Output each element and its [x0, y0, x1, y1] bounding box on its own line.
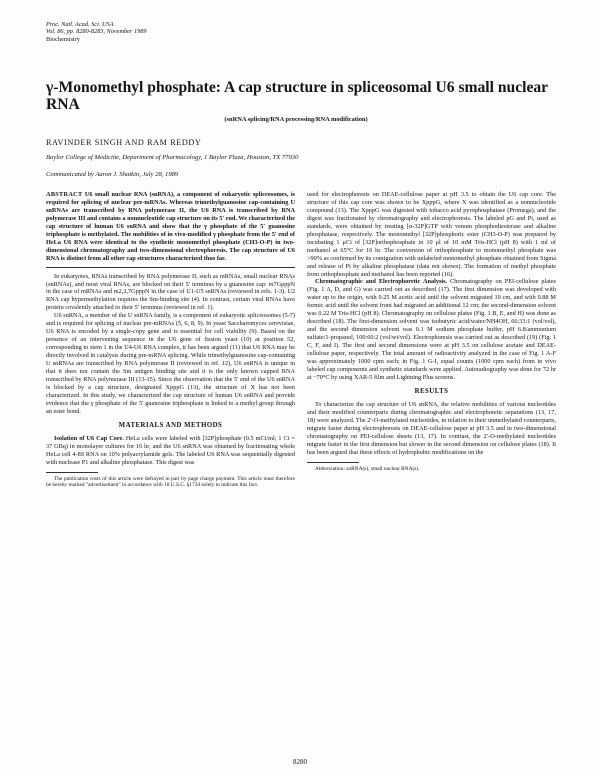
- results-heading: RESULTS: [414, 387, 449, 395]
- results-paragraph: To characterize the cap structure of U6 snRNA, the relative mobilities of various nucleotides and their modified counterparts during chromatographic and electrophoretic separations (13, 17, 18) were analyzed. The 2′-O-methylated nucleotides, in relation to their unmethylated counterparts, migrate faster during electrophoresis on DEAE-cellulose paper at pH 3.5 and in two-dimensional chromatography on PEI-cellulose sheets (13, 17). In contrast, the 2′-O-methylated nucleotides migrate faster in the first dimension but slower in the second dimension on cellulose plates (18). It has been argued that these effects of hydrophobic modifications on the: [307, 400, 556, 456]
- footnote-divider: [46, 472, 98, 473]
- page-number: 8280: [293, 758, 307, 766]
- methods-continued-paragraph: used for electrophoresis on DEAE-cellulose paper at pH 3.5 to obtain the U6 cap core. The structure of this cap core was shown to be XpppG, where X was identified as a nonnucleotide compound (13). The XpppG was digested with tobacco acid pyrophosphatase (Promega), and the digest was fractionated by chromatography and electrophoresis. The labeled pG and Pi, used as standards, were obtained by treating [α-32P]GTP with venom phosphodiesterase and alkaline phosphatase, respectively. The monomethyl [32P]phosphoric ester (CH3-O-P) was prepared by incubating 1 μCi of [32P]orthophosphate in 10 μl of 10 mM Tris-HCl (pH 8) with 1 ml of methanol at 65°C for 16 hr. The conversion of orthophosphate to monomethyl phosphate was >90% as confirmed by its comigration with unlabeled monomethyl phosphate obtained from Sigma and release of Pi by alkaline phosphatase (data not shown). The formation of methyl phosphate from orthophosphate and methanol has been reported (16).: [307, 191, 556, 278]
- isolation-subheading: Isolation of U6 Cap Core.: [54, 434, 124, 442]
- journal-name: Proc. Natl. Acad. Sci. USA: [46, 21, 114, 28]
- affiliation: Baylor College of Medicine, Department of Pharmacology, 1 Baylor Plaza, Houston, TX 77030: [46, 154, 299, 161]
- left-column: [46, 191, 295, 488]
- abstract-text: U6 small nuclear RNA (snRNA), a component of eukaryotic spliceosomes, is required for splicing of nuclear pre-mRNAs. Whereas trimethylguanosine cap-containing U snRNAs are transcribed by RNA polymerase II, the U6 RNA is transcribed by RNA polymerase III and contains a nonnucleotide cap structure on its 5′ end. We characterized the cap structure of human U6 snRNA and show that the γ phosphate of the 5′ guanosine triphosphate is methylated. The mobilities of in vivo-modified γ phosphate from the 5′ end of HeLa U6 RNA were identical to the synthetic monomethyl phosphate (CH3-O-P) in two-dimensional chromatography and two-dimensional electrophoresis. The cap structure of U6 RNA is distinct from all other cap structures characterized thus far.: [46, 191, 295, 262]
- isolation-text: HeLa cells were labeled with [32P]phosphate (0.5 mCi/ml; 1 Ci = 37 GBq) in monolayer cultures for 16 hr, and the U6 snRNA was obtained by fractionating whole HeLa cell 4-8S RNA on 10% polyacrylamide gels. The labeled U6 RNA was sequentially digested with nuclease P1 and alkaline phosphatase. This digest was: [46, 434, 295, 466]
- communicated-by: Communicated by Aaron J. Shatkin, July 28, 1989: [46, 171, 179, 178]
- intro-paragraph-2: U6 snRNA, a member of the U snRNA family, is a component of eukaryotic spliceosomes (5-7) and is required for splicing of nuclear pre-mRNAs (5, 6, 8, 9). In yeast Saccharomyces cerevisiae, U6 RNA is encoded by a single-copy gene and is essential for cell viability (9). Based on the presence of an intervening sequence in the U6 gene of fission yeast (10) at position 52, corresponding to stem 1 in the U4-U6 RNA complex, it has been argued (11) that U6 RNA may be directly involved in catalysis during pre-mRNA splicing. While trimethylguanosine cap-containing U snRNAs are transcribed by RNA polymerase II (reviewed in ref. 12), U6 snRNA is unique in that it does not contain the Sm antigen binding site and it is the only known capped RNA transcribed by RNA polymerase III (13-15). Since the observation that the 5′ end of the U6 snRNA is blocked by a cap structure, designated XpppG (13), the structure of X has not been characterized. In this study, we characterized the cap structure of human U6 snRNA and provide evidence that the γ phosphate of the 5′ guanosine triphosphate is linked to a methyl group through an ester bond.: [46, 312, 295, 415]
- abstract-divider: [46, 267, 295, 268]
- journal-volume: Vol. 86, pp. 8280-8283, November 1989: [46, 28, 147, 36]
- publication-footnote: The publication costs of this article were defrayed in part by page charge payment. This article must therefore be hereby marked "advertisement" in accordance with 18 U.S.C. §1734 solely to indicate this fact.: [46, 475, 295, 488]
- abstract-label: ABSTRACT: [46, 191, 83, 198]
- materials-methods-heading: MATERIALS AND METHODS: [118, 421, 223, 429]
- journal-citation: [46, 21, 147, 43]
- abstract: [46, 191, 295, 263]
- abbreviation-divider: [307, 462, 359, 463]
- chromatography-subheading: Chromatographic and Electrophoretic Analysis.: [315, 278, 448, 286]
- chromatography-paragraph: [307, 278, 556, 381]
- article-title: γ-Monomethyl phosphate: A cap structure in spliceosomal U6 small nuclear RNA: [46, 79, 548, 113]
- abbreviation-footnote: Abbreviation: snRNA(s), small nuclear RNA(s).: [315, 465, 420, 472]
- intro-paragraph-1: In eukaryotes, RNAs transcribed by RNA polymerase II, such as mRNAs, small nuclear RNAs (snRNAs), and most viral RNAs, are blocked on their 5′ terminus by a guanosine cap: m7GpppN in the case of mRNAs and m2,2,7GpppN in the case of U1-U5 snRNAs (reviewed in refs. 1-3). U2 RNA cap hypermethylation requires the Sm-binding site (4). In contrast, certain viral RNAs have protein covalently attached to their 5′ terminus (reviewed in ref. 1).: [46, 272, 295, 312]
- chromatography-text: Chromatography on PEI-cellulose plates (Fig. 1 A, D, and G) was carried out as described (17). The first dimension was developed with water up to the origin, with 0.25 M acetic acid until the solvent migrated 10 cm, and with 0.88 M formic acid until the solvent front had migrated an additional 12 cm; the second-dimension solvent was 0.22 M Tris-HCl (pH 8). Chromatography on cellulose plates (Fig. 1 B, E, and H) was done as described (18). The first-dimension solvent was isobutyric acid/water/NH4OH, 66:33:1 (vol/vol), and the second dimension solvent was 0.1 M sodium phosphate buffer, pH 6.8/ammonium sulfate/1-propanol, 100:60:2 (vol/wt/vol). Electrophoresis was carried out as described (19) (Fig. 1 C, F, and I). The first and second dimensions were at pH 3.5 on cellulose acetate and DEAE-cellulose paper, respectively. The total amount of radioactivity analyzed in the case of Fig. 1 A-F was approximately 1000 cpm each; in Fig. 1 G-I, equal counts (1000 cpm each) from in vivo labeled cap components and synthetic standards were applied. Autoradiography was done for 72 hr at −70°C by using XAR-5 film and Lightning Plus screens.: [307, 278, 556, 381]
- right-column: [307, 191, 556, 472]
- journal-section: Biochemistry: [46, 35, 80, 43]
- materials-paragraph: [46, 435, 295, 467]
- authors: RAVINDER SINGH AND RAM REDDY: [46, 138, 202, 147]
- keywords: (snRNA splicing/RNA processing/RNA modification): [224, 116, 368, 123]
